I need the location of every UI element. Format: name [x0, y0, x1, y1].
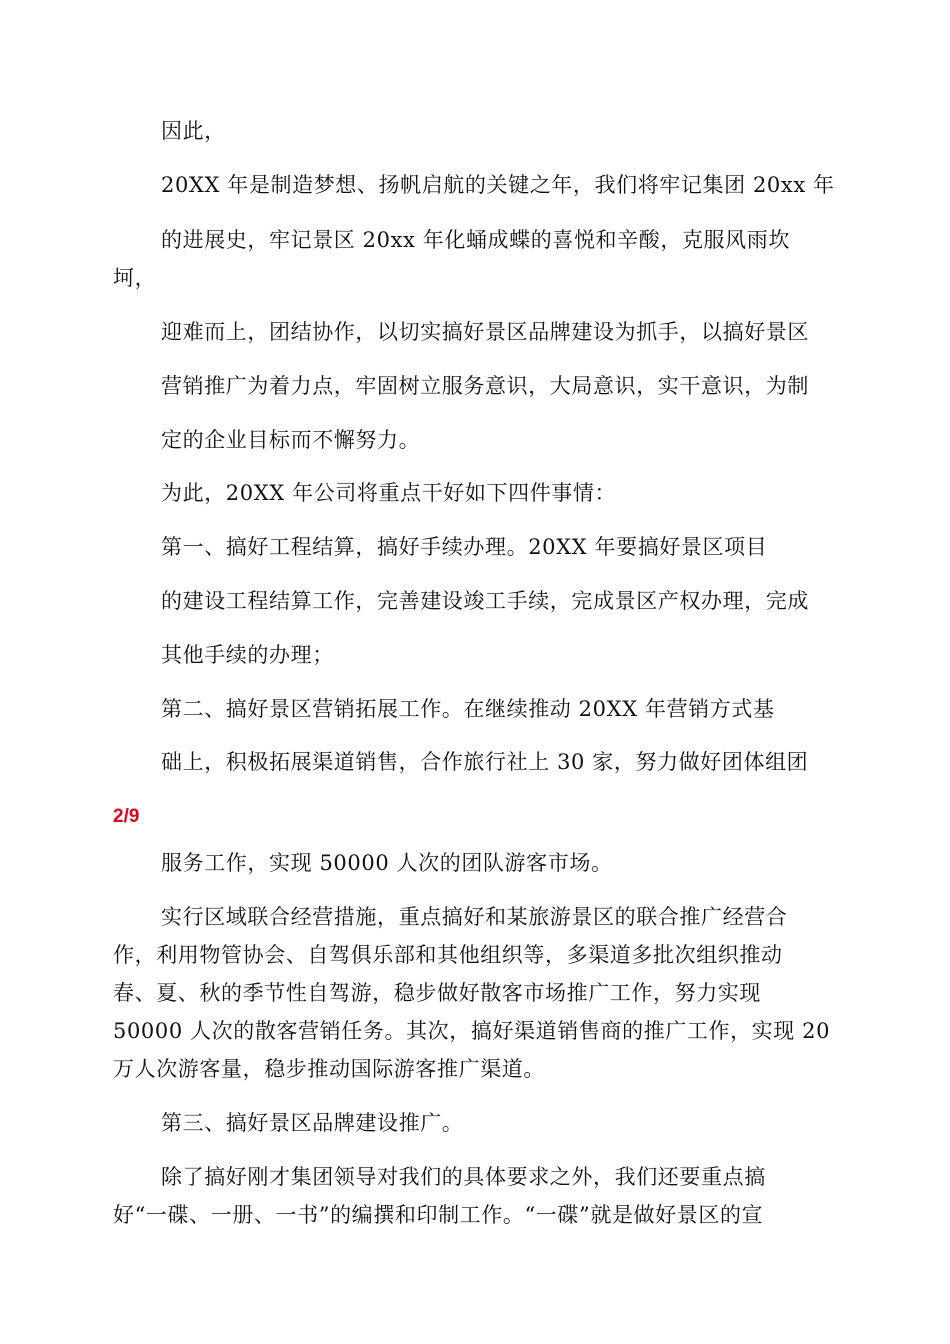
text-line: 坷， [113, 266, 157, 290]
text-line: 的进展史，牢记景区 20xx 年化蛹成蝶的喜悦和辛酸，克服风雨坎 [161, 228, 790, 252]
text-line: 20XX 年是制造梦想、扬帆启航的关键之年，我们将牢记集团 20xx 年 [161, 173, 835, 197]
text-line: 好“一碟、一册、一书”的编撰和印制工作。“一碟”就是做好景区的宣 [113, 1203, 764, 1227]
text-line: 春、夏、秋的季节性自驾游，稳步做好散客市场推广工作，努力实现 [113, 981, 761, 1005]
text-line: 服务工作，实现 50000 人次的团队游客市场。 [161, 851, 613, 875]
text-line: 础上，积极拓展渠道销售，合作旅行社上 30 家，努力做好团体组团 [161, 750, 809, 774]
page-indicator: 2/9 [113, 806, 140, 827]
text-line: 定的企业目标而不懈努力。 [161, 428, 421, 452]
text-line: 第一、搞好工程结算，搞好手续办理。20XX 年要搞好景区项目 [161, 535, 768, 559]
text-line: 除了搞好刚才集团领导对我们的具体要求之外，我们还要重点搞 [161, 1165, 766, 1189]
text-line: 的建设工程结算工作，完善建设竣工手续，完成景区产权办理，完成 [161, 589, 809, 613]
text-line: 万人次游客量，稳步推动国际游客推广渠道。 [113, 1057, 545, 1081]
text-line: 第三、搞好景区品牌建设推广。 [161, 1111, 464, 1135]
text-line: 作，利用物管协会、自驾俱乐部和其他组织等，多渠道多批次组织推动 [113, 943, 783, 967]
text-line: 为此，20XX 年公司将重点干好如下四件事情： [161, 481, 617, 505]
text-line: 因此， [161, 119, 226, 143]
text-line: 其他手续的办理； [161, 643, 334, 667]
text-line: 营销推广为着力点，牢固树立服务意识，大局意识，实干意识，为制 [161, 374, 809, 398]
text-line: 实行区域联合经营措施，重点搞好和某旅游景区的联合推广经营合 [161, 905, 788, 929]
text-line: 第二、搞好景区营销拓展工作。在继续推动 20XX 年营销方式基 [161, 697, 775, 721]
text-line: 迎难而上，团结协作，以切实搞好景区品牌建设为抓手，以搞好景区 [161, 320, 809, 344]
text-line: 50000 人次的散客营销任务。其次，搞好渠道销售商的推广工作，实现 20 [113, 1019, 831, 1043]
